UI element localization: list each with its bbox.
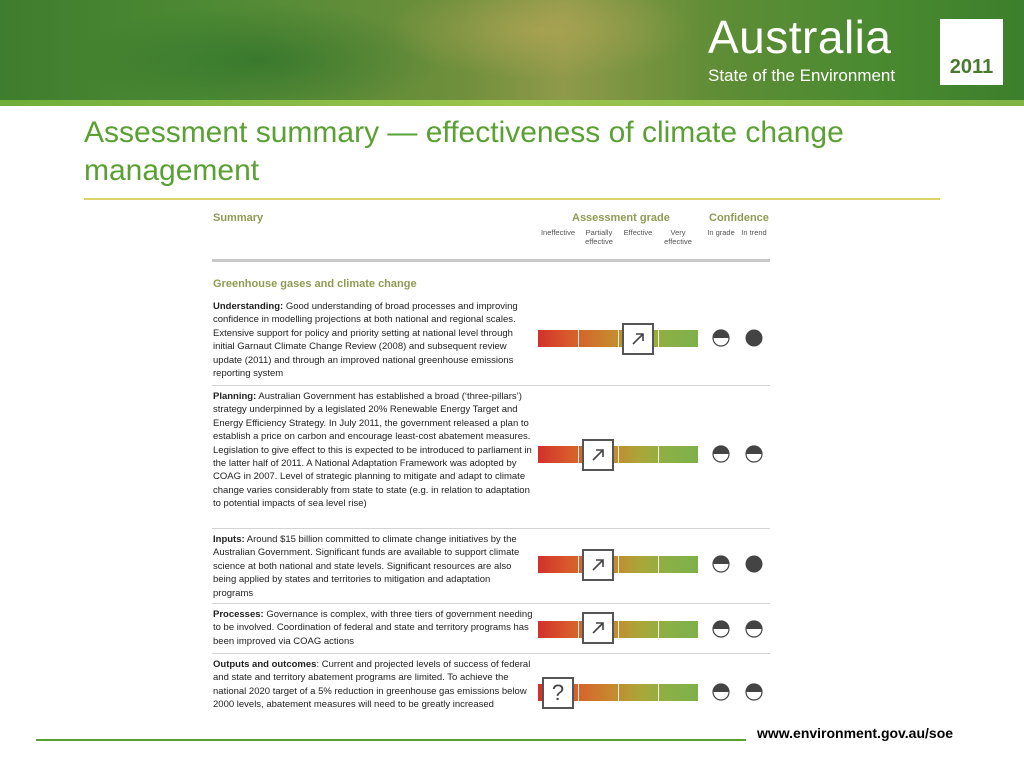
row-processes-text <box>213 608 533 648</box>
high-full-circle-icon <box>745 555 763 573</box>
grade-scale-ineffective: Ineffective <box>540 228 576 237</box>
up-right-arrow-icon <box>582 612 614 644</box>
row-label: Understanding: <box>213 301 284 312</box>
question-mark-icon <box>542 677 574 709</box>
confidence-in-trend-label: In trend <box>741 228 767 237</box>
brand-year-badge <box>940 19 1003 85</box>
brand-year: 2011 <box>949 56 994 78</box>
summary-header: Summary <box>213 212 264 224</box>
up-right-arrow-icon <box>582 549 614 581</box>
high-full-circle-icon <box>745 329 763 347</box>
row-label: Inputs: <box>213 534 245 545</box>
adequate-half-circle-icon <box>712 329 730 347</box>
adequate-half-circle-icon <box>712 555 730 573</box>
footer-divider <box>36 739 746 741</box>
section-title: Greenhouse gases and climate change <box>213 278 417 290</box>
page-title: Assessment summary — effectiveness of climate change management <box>84 116 844 187</box>
assessment-grade-header: Assessment grade <box>572 212 670 224</box>
grade-scale-effective: Effective <box>623 228 653 237</box>
grade-bar <box>538 446 698 463</box>
title-divider <box>84 198 940 200</box>
row-divider <box>212 653 770 654</box>
adequate-half-circle-icon <box>712 445 730 463</box>
question-mark-symbol: ? <box>551 680 565 705</box>
row-outputs-outcomes-text <box>213 658 533 712</box>
row-planning-text <box>213 390 533 511</box>
confidence-header: Confidence <box>709 212 769 224</box>
row-divider <box>212 603 770 604</box>
row-divider <box>212 385 770 386</box>
table-header-divider <box>212 259 770 262</box>
header-banner <box>0 0 1024 106</box>
footer-url-link[interactable]: www.environment.gov.au/soe <box>757 725 954 741</box>
up-right-arrow-icon <box>622 323 654 355</box>
brand-subtitle: State of the Environment <box>708 66 896 85</box>
row-description: Australian Government has established a broad (‘three-pillars’) strategy underpinned by a legislated 20% Renewable Energy Target and Energy Efficiency Strategy. In July 2011, the government released a plan to establish a price on carbon and encourage least-cost abatement measures. Legislation to give effect to this is expected to be introduced to parliament in the latter half of 2011. A National Adaptation Framework was adopted by COAG in 2007. Level of strategic planning to mitigate and adapt to climate change varies considerably from state to state (e.g. in relation to adaptation to potential impacts of sea level rise) <box>213 391 532 510</box>
adequate-half-circle-icon <box>745 620 763 638</box>
row-description: : Current and projected levels of success of federal and state and territory abatement programs are limited. To achieve the national 2020 target of a 5% reduction in greenhouse gas emissions below 2000 levels, abatement measures will need to be greatly increased <box>213 659 531 711</box>
adequate-half-circle-icon <box>745 445 763 463</box>
row-description: Governance is complex, with three tiers of government needing to be involved. Coordination of federal and state and territory programs has been improved via COAG actions <box>213 609 533 647</box>
adequate-half-circle-icon <box>712 683 730 701</box>
row-label: Planning: <box>213 391 257 402</box>
row-divider <box>212 528 770 529</box>
confidence-in-grade-label: In grade <box>707 228 735 237</box>
up-right-arrow-icon <box>582 439 614 471</box>
row-understanding-text <box>213 300 533 380</box>
grade-bar <box>538 621 698 638</box>
grade-scale-partially-effective: Partially effective <box>585 228 613 246</box>
grade-bar <box>538 330 698 347</box>
row-label: Processes: <box>213 609 264 620</box>
row-description: Around $15 billion committed to climate change initiatives by the Australian Government. Significant funds are available to support climate science at both national and state levels. Significant resources are also being applied by states and territories to mitigation and adaptation programs <box>213 534 520 599</box>
grade-scale-very-effective: Very effective <box>664 228 692 246</box>
adequate-half-circle-icon <box>745 683 763 701</box>
row-label: Outputs and outcomes <box>213 659 317 670</box>
adequate-half-circle-icon <box>712 620 730 638</box>
grade-bar <box>538 556 698 573</box>
brand-title: Australia <box>708 11 892 63</box>
row-inputs-text <box>213 533 533 600</box>
row-description: Good understanding of broad processes and improving confidence in modelling projections at both national and regional scales. Extensive support for policy and priority setting at national level through initial Garnaut Climate Change Review (2008) and subsequent review update (2011) and through an improved national greenhouse emissions reporting system <box>213 301 518 380</box>
